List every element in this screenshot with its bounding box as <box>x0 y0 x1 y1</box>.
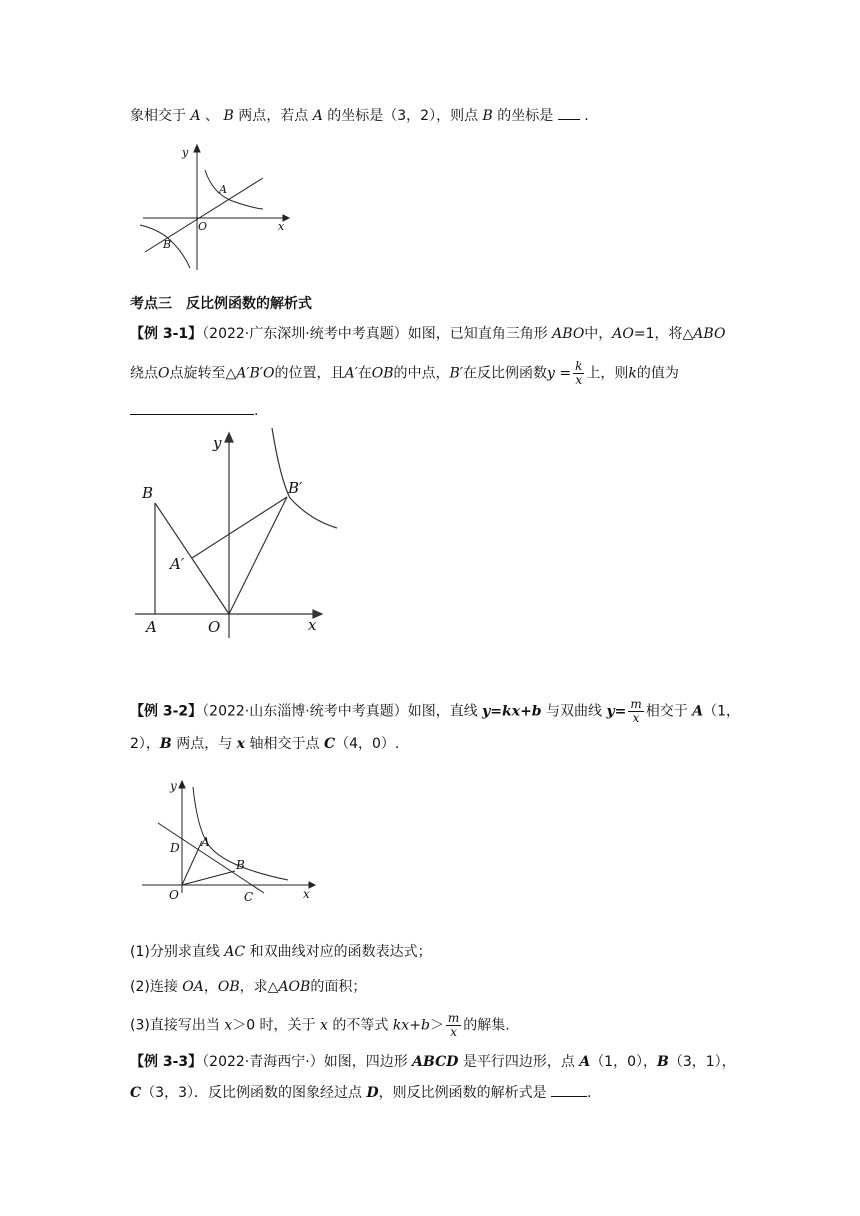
point: O <box>158 365 170 382</box>
point-a-label: A <box>219 183 227 196</box>
text: 相交于 <box>645 703 688 720</box>
source: （2022·青海西宁·）如图，四边形 <box>202 1054 408 1070</box>
segment: AO <box>612 326 634 342</box>
point-a-label: A <box>146 618 157 636</box>
point-c-label: C <box>244 890 254 904</box>
text: （1， <box>703 703 741 720</box>
numerator: m <box>447 1011 460 1025</box>
triangle: AOB <box>278 979 311 995</box>
text: 两点，与 <box>176 736 233 752</box>
text: 与双曲线 <box>546 703 603 720</box>
point-b-prime-label: B′ <box>288 479 303 497</box>
text: 的面积； <box>310 979 367 995</box>
gt-sign: ＞ <box>429 1017 444 1034</box>
equation: y= <box>606 703 627 720</box>
y-arrow <box>194 145 200 152</box>
source: （2022·山东淄博·统考中考真题）如图，直线 <box>202 703 478 720</box>
denominator: x <box>450 1025 457 1039</box>
point-a-prime-label: A′ <box>170 555 185 573</box>
point-b-label: B <box>142 484 154 502</box>
prev-question-line <box>130 105 589 126</box>
text: 的位置，且 <box>274 365 345 382</box>
fraction <box>573 360 584 387</box>
origin-label: O <box>198 220 208 233</box>
text: ，将 <box>654 326 683 342</box>
text: . <box>584 108 589 124</box>
text: 的中点， <box>393 365 450 382</box>
text: 两点，若点 <box>238 108 309 124</box>
text: （4，0）. <box>335 736 400 752</box>
text: 上，则 <box>586 365 629 382</box>
text: （3，3）．反比例函数的图象经过点 <box>141 1085 362 1101</box>
segment: OB <box>371 365 394 382</box>
text: (3)直接写出当 <box>130 1017 220 1034</box>
text: 轴相交于点 <box>249 736 320 752</box>
point: C <box>323 736 336 752</box>
answer-blank <box>551 1082 587 1097</box>
x-label: x <box>278 220 285 233</box>
point-d-label: D <box>170 841 180 855</box>
line-equation: y=kx+b <box>482 703 542 720</box>
point-b-label: B <box>236 858 245 872</box>
hyperbola <box>272 428 337 528</box>
section-title: 考点三 反比例函数的解析式 <box>130 296 312 312</box>
point: B <box>159 736 172 752</box>
point-b: B <box>223 108 234 124</box>
variable: x <box>224 1017 233 1034</box>
x-label: x <box>303 887 310 901</box>
text: 在 <box>357 365 372 382</box>
text: (2)连接 <box>130 979 178 995</box>
segment: OA <box>182 979 204 995</box>
text: . <box>587 1085 592 1101</box>
point: D <box>366 1085 379 1101</box>
y-arrow <box>179 781 185 788</box>
triangle: △ABO <box>682 326 726 342</box>
text: 的解集. <box>463 1017 510 1034</box>
point: A <box>692 703 704 720</box>
origin-label: O <box>169 888 179 902</box>
example-label: 【例 3-1】 <box>130 326 203 342</box>
y-label: y <box>182 146 189 159</box>
text: 在反比例函数 <box>463 365 548 382</box>
text: 象相交于 <box>130 108 186 124</box>
ex33-line1 <box>130 1052 736 1072</box>
point-a: A <box>312 108 323 124</box>
ex32-line1 <box>130 698 740 725</box>
text: 的不等式 <box>332 1017 389 1034</box>
variable: x <box>236 736 246 752</box>
point-b: B <box>482 108 493 124</box>
point: A′ <box>344 365 358 382</box>
text: 2）， <box>130 736 160 752</box>
text: （3，1）， <box>668 1054 736 1070</box>
equation: y = <box>547 365 572 382</box>
origin-label: O <box>208 618 221 636</box>
segment-ob <box>182 871 235 885</box>
point: B′ <box>449 365 464 382</box>
ex33-line2 <box>130 1082 591 1103</box>
figure-line-hyperbola <box>140 775 320 910</box>
point-a: A <box>190 108 201 124</box>
text: 点旋转至 <box>169 365 226 382</box>
text: ，则反比例函数的解析式是 <box>378 1085 547 1101</box>
answer-blank <box>130 400 254 415</box>
segment-a-prime-b-prime <box>192 497 287 558</box>
text: ， <box>203 979 218 995</box>
segment: OB <box>217 979 240 995</box>
segment-ob-prime <box>229 497 287 614</box>
fraction <box>446 1012 461 1039</box>
point: C <box>130 1085 142 1101</box>
quadrilateral: ABCD <box>412 1054 459 1070</box>
text: 是平行四边形，点 <box>462 1054 575 1070</box>
line-ac <box>158 823 264 893</box>
question-3 <box>130 1012 510 1039</box>
denominator: x <box>632 711 640 725</box>
numerator: k <box>575 359 583 373</box>
text: . <box>254 403 259 419</box>
ex31-line2 <box>130 360 679 387</box>
point-a-label: A <box>201 835 210 849</box>
question-2 <box>130 977 366 997</box>
text: 的坐标是（3，2），则点 <box>327 108 479 124</box>
figure-rotation <box>130 428 345 638</box>
text: （1，0）， <box>590 1054 658 1070</box>
numerator: m <box>630 697 642 711</box>
question-1 <box>130 942 432 962</box>
y-label: y <box>213 434 222 452</box>
segment: AC <box>224 944 246 960</box>
source: （2022·广东深圳·统考中考真题）如图，已知直角三角形 <box>202 326 548 342</box>
text: 和双曲线对应的函数表达式； <box>249 944 432 960</box>
text: 绕点 <box>130 365 158 382</box>
y-arrow <box>225 433 233 442</box>
text: 、 <box>205 108 220 124</box>
example-label: 【例 3-2】 <box>130 703 203 720</box>
x-arrow <box>309 882 315 888</box>
answer-blank <box>558 105 580 120</box>
point-b-label: B <box>163 238 172 251</box>
ex32-line2 <box>130 734 399 754</box>
variable: x <box>320 1017 328 1034</box>
ex31-line1 <box>130 324 725 344</box>
segment-oa <box>182 841 202 885</box>
text: 中， <box>584 326 613 342</box>
eq-value: =1 <box>633 326 655 342</box>
text: (1)分别求直线 <box>130 944 220 960</box>
segment-bo <box>155 503 229 614</box>
variable: k <box>628 365 637 382</box>
text: ，求△ <box>239 979 279 995</box>
ex31-line3 <box>130 400 258 421</box>
triangle: △A′B′O <box>225 365 275 382</box>
example-label: 【例 3-3】 <box>130 1054 203 1070</box>
y-label: y <box>170 779 177 793</box>
text: ＞0 时，关于 <box>232 1017 316 1034</box>
denominator: x <box>575 373 583 387</box>
x-label: x <box>308 616 317 634</box>
hyperbola-branch-1 <box>205 170 263 209</box>
point: B <box>657 1054 669 1070</box>
triangle: ABO <box>552 326 585 342</box>
text: 的值为 <box>636 365 679 382</box>
text: 的坐标是 <box>497 108 554 124</box>
fraction <box>628 698 643 725</box>
figure-hyperbola-line <box>135 140 295 275</box>
inequality: kx+b <box>392 1017 430 1034</box>
point: A <box>579 1054 591 1070</box>
